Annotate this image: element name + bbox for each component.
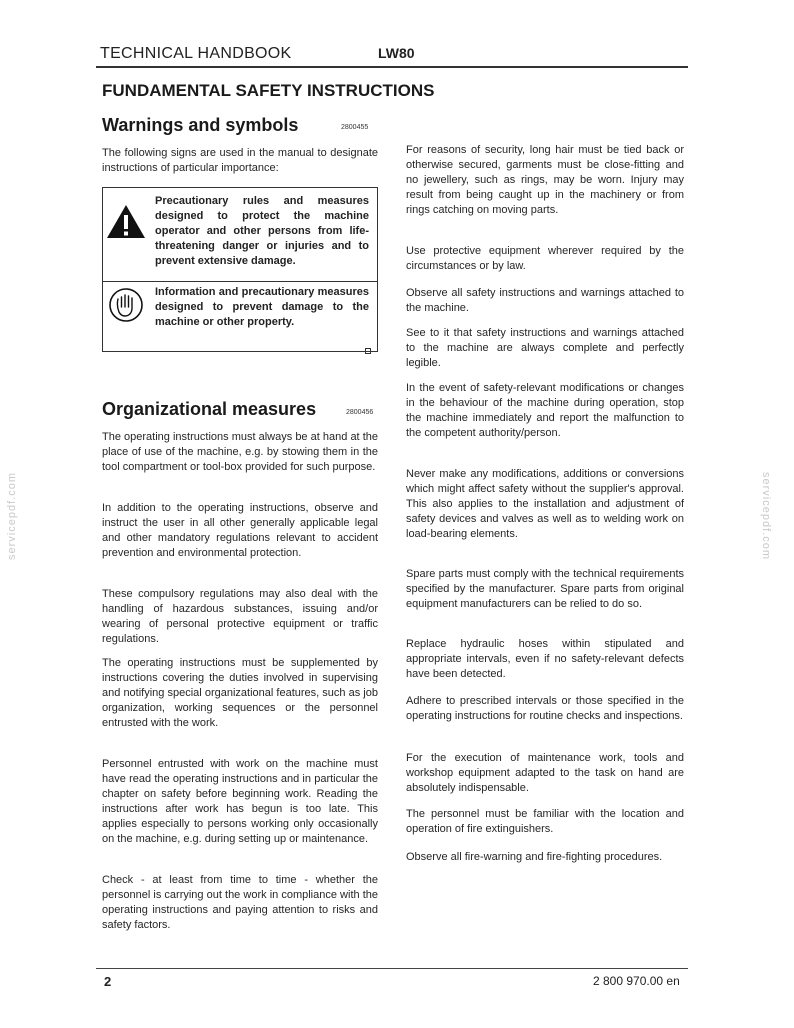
header-title: TECHNICAL HANDBOOK	[100, 45, 292, 62]
warnings-section-code: 2800455	[341, 124, 369, 131]
right-paragraph: Spare parts must comply with the technical requirements specified by the manufacturer. Spare parts from original equipment manufacturers can be relied to do so.	[406, 568, 684, 610]
watermark-right: servicepdf.com	[759, 472, 772, 560]
org-paragraph: The operating instructions must always be at hand at the place of use of the machine, e.g. by stowing them in the tool compartment or tool-box provided for such purpose.	[102, 431, 378, 473]
document-number: 2 800 970.00 en	[593, 974, 680, 988]
right-paragraph: The personnel must be familiar with the location and operation of fire extinguishers.	[406, 808, 684, 835]
notice-divider	[103, 281, 377, 282]
watermark-left: servicepdf.com	[5, 472, 18, 560]
organizational-section-code: 2800456	[346, 409, 374, 416]
right-paragraph: Observe all safety instructions and warnings attached to the machine.	[406, 287, 684, 314]
right-paragraph: For the execution of maintenance work, tools and workshop equipment adapted to the task on hand are absolutely indispensable.	[406, 752, 684, 794]
page-number: 2	[104, 974, 112, 989]
header-rule	[96, 66, 688, 68]
org-paragraph: In addition to the operating instructions, observe and instruct the user in all other generally applicable legal and other mandatory regulations relevant to accident prevention and environmental protection.	[102, 502, 378, 559]
section-end-mark	[365, 348, 371, 354]
notice-box	[102, 187, 378, 352]
header-model: LW80	[378, 45, 415, 61]
warning-triangle-icon	[103, 202, 149, 247]
right-paragraph: See to it that safety instructions and warnings attached to the machine are always complete and perfectly legible.	[406, 327, 684, 369]
org-paragraph: The operating instructions must be supplemented by instructions covering the duties involved in supervising and notifying special organizational features, such as job organization, working sequences or the personnel entrusted with the work.	[102, 657, 378, 729]
danger-notice-text: Precautionary rules and measures designed to protect the machine operator and other persons from life-threatening danger or injuries and to prevent extensive damage.	[155, 195, 369, 267]
warnings-intro: The following signs are used in the manual to designate instructions of particular importance:	[102, 147, 378, 174]
warnings-section-title: Warnings and symbols	[102, 115, 299, 135]
org-paragraph: Check - at least from time to time - whether the personnel is carrying out the work in compliance with the operating instructions and paying attention to risks and safety factors.	[102, 874, 378, 931]
organizational-section-title: Organizational measures	[102, 399, 317, 419]
right-paragraph: Use protective equipment wherever required by the circumstances or by law.	[406, 245, 684, 272]
right-paragraph: In the event of safety-relevant modifications or changes in the behaviour of the machine during operation, stop the machine immediately and report the malfunction to the competent authority/person.	[406, 382, 684, 439]
org-paragraph: These compulsory regulations may also deal with the handling of hazardous substances, issuing and/or wearing of personal protective equipment or traffic regulations.	[102, 588, 378, 645]
org-paragraph: Personnel entrusted with work on the machine must have read the operating instructions and in particular the chapter on safety before beginning work. Reading the instructions after work has begun is too late. This applies especially to persons working only occasionally on the machine, e.g. during setting up or maintenance.	[102, 758, 378, 845]
page-title: FUNDAMENTAL SAFETY INSTRUCTIONS	[102, 81, 435, 100]
right-paragraph: Adhere to prescribed intervals or those specified in the operating instructions for routine checks and inspections.	[406, 695, 684, 722]
right-paragraph: For reasons of security, long hair must be tied back or otherwise secured, garments must be close-fitting and no jewellery, such as rings, may be worn. Injury may result from being caught up in the machinery or from rings catching on moving parts.	[406, 144, 684, 216]
right-paragraph: Never make any modifications, additions or conversions which might affect safety without the supplier's approval. This also applies to the installation and adjustment of safety devices and valves as well as to welding work on load-bearing elements.	[406, 468, 684, 540]
right-paragraph: Observe all fire-warning and fire-fighting procedures.	[406, 851, 663, 863]
attention-hand-icon	[103, 285, 149, 330]
caution-notice-text: Information and precautionary measures designed to prevent damage to the machine or other property.	[155, 286, 369, 328]
footer-rule	[96, 968, 688, 969]
right-paragraph: Replace hydraulic hoses within stipulated and appropriate intervals, even if no safety-relevant defects have been detected.	[406, 638, 684, 680]
